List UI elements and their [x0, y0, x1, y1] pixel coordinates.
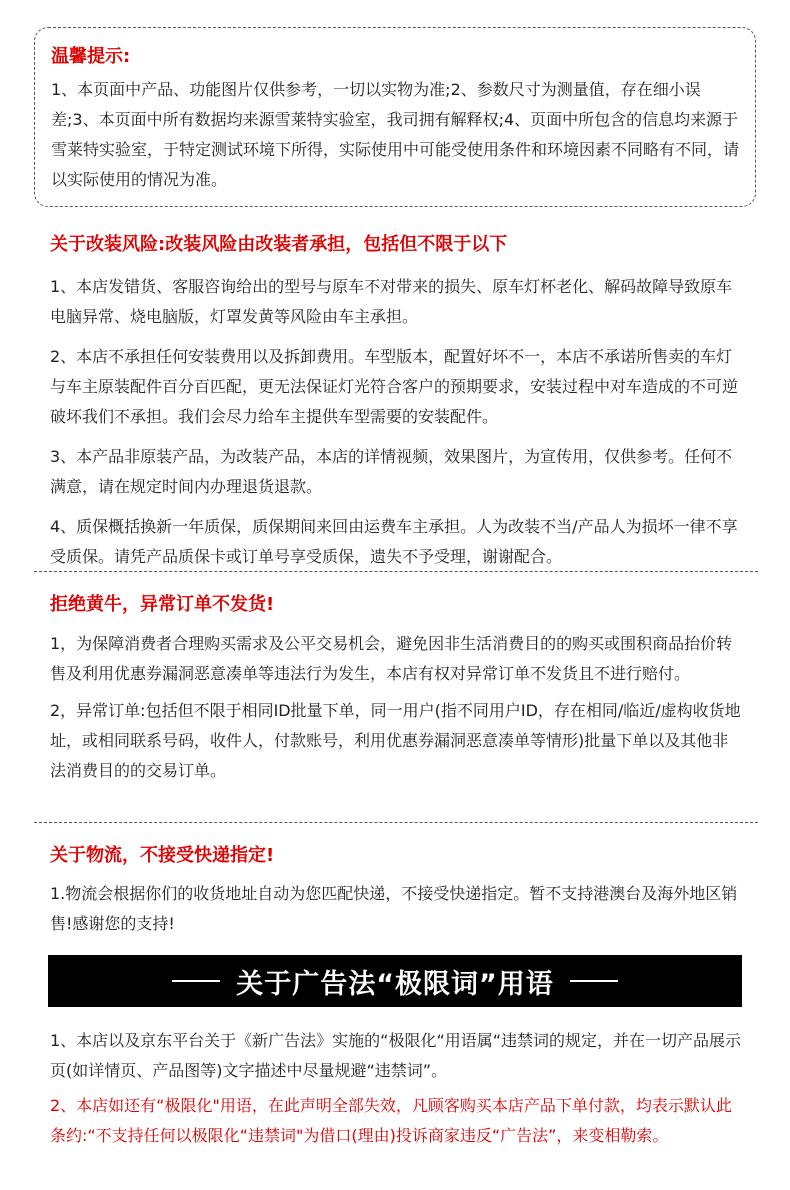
tips-body: 1、本页面中产品、功能图片仅供参考，一切以实物为准;2、参数尺寸为测量值，存在细小误差;3、本页面中所有数据均来源雪莱特实验室，我司拥有解释权;4、页面中所包含的信息均来源于雪莱特实验室，于特定测试环境下所得，实际使用中可能受使用条件和环境因素不同略有不同，请以实际使用的情况为准。	[51, 80, 740, 189]
scalper-section	[50, 592, 744, 786]
tips-box	[34, 27, 756, 207]
tips-title: 温馨提示:	[51, 46, 131, 67]
risk-item-2: 2、本店不承担任何安装费用以及拆卸费用。车型版本，配置好坏不一，本店不承诺所售卖的车灯与车主原装配件百分百匹配，更无法保证灯光符合客户的预期要求，安装过程中对车造成的不可逆破坏我们不承担。我们会尽力给车主提供车型需要的安装配件。	[50, 347, 739, 426]
risk-title: 关于改装风险:改装风险由改装者承担，包括但不限于以下	[50, 234, 508, 255]
scalper-title: 拒绝黄牛，异常订单不发货!	[50, 594, 275, 615]
section-divider	[34, 571, 758, 572]
logistics-title: 关于物流，不接受快递指定!	[50, 845, 275, 866]
ad-law-banner	[48, 955, 742, 1007]
ad-law-banner-title: 关于广告法“极限词”用语	[236, 968, 554, 1000]
risk-item-4: 4、质保概括换新一年质保，质保期间来回由运费车主承担。人为改装不当/产品人为损坏一律不享受质保。请凭产品质保卡或订单号享受质保，遗失不予受理，谢谢配合。	[50, 517, 738, 566]
risk-section	[50, 232, 744, 572]
ad-law-item-1: 1、本店以及京东平台关于《新广告法》实施的“极限化“用语属“违禁词的规定，并在一切产品展示页(如详情页、产品图等)文字描述中尽量规避“违禁词”。	[50, 1031, 742, 1080]
logistics-section	[50, 843, 744, 939]
risk-item-1: 1、本店发错货、客服咨询给出的型号与原车不对带来的损失、原车灯杯老化、解码故障导致原车电脑异常、烧电脑版，灯罩发黄等风险由车主承担。	[50, 277, 733, 326]
scalper-item-2: 2，异常订单:包括但不限于相同ID批量下单，同一用户(指不同用户ID，存在相同/临近/虚构收货地址，或相同联系号码，收件人，付款账号，利用优惠券漏洞恶意凑单等情形)批量下单以及其他非法消费目的的交易订单。	[50, 701, 741, 780]
banner-dash-right	[570, 980, 618, 982]
section-divider	[34, 822, 758, 823]
logistics-body: 1.物流会根据你们的收货地址自动为您匹配快递，不接受快递指定。暂不支持港澳台及海外地区销售!感谢您的支持!	[50, 884, 738, 933]
risk-item-3: 3、本产品非原装产品，为改装产品，本店的详情视频，效果图片，为宣传用，仅供参考。任何不满意，请在规定时间内办理退货退款。	[50, 447, 733, 496]
ad-law-item-2: 2、本店如还有“极限化"用语，在此声明全部失效，凡顾客购买本店产品下单付款，均表示默认此条约:“不支持任何以极限化“违禁词"为借口(理由)投诉商家违反“广告法”，来变相勒索。	[50, 1096, 732, 1145]
scalper-item-1: 1，为保障消费者合理购买需求及公平交易机会，避免因非生活消费目的的购买或围积商品抬价转售及利用优惠券漏洞恶意凑单等违法行为发生，本店有权对异常订单不发货且不进行赔付。	[50, 634, 733, 683]
banner-dash-left	[172, 980, 220, 982]
ad-law-section	[50, 1026, 744, 1151]
